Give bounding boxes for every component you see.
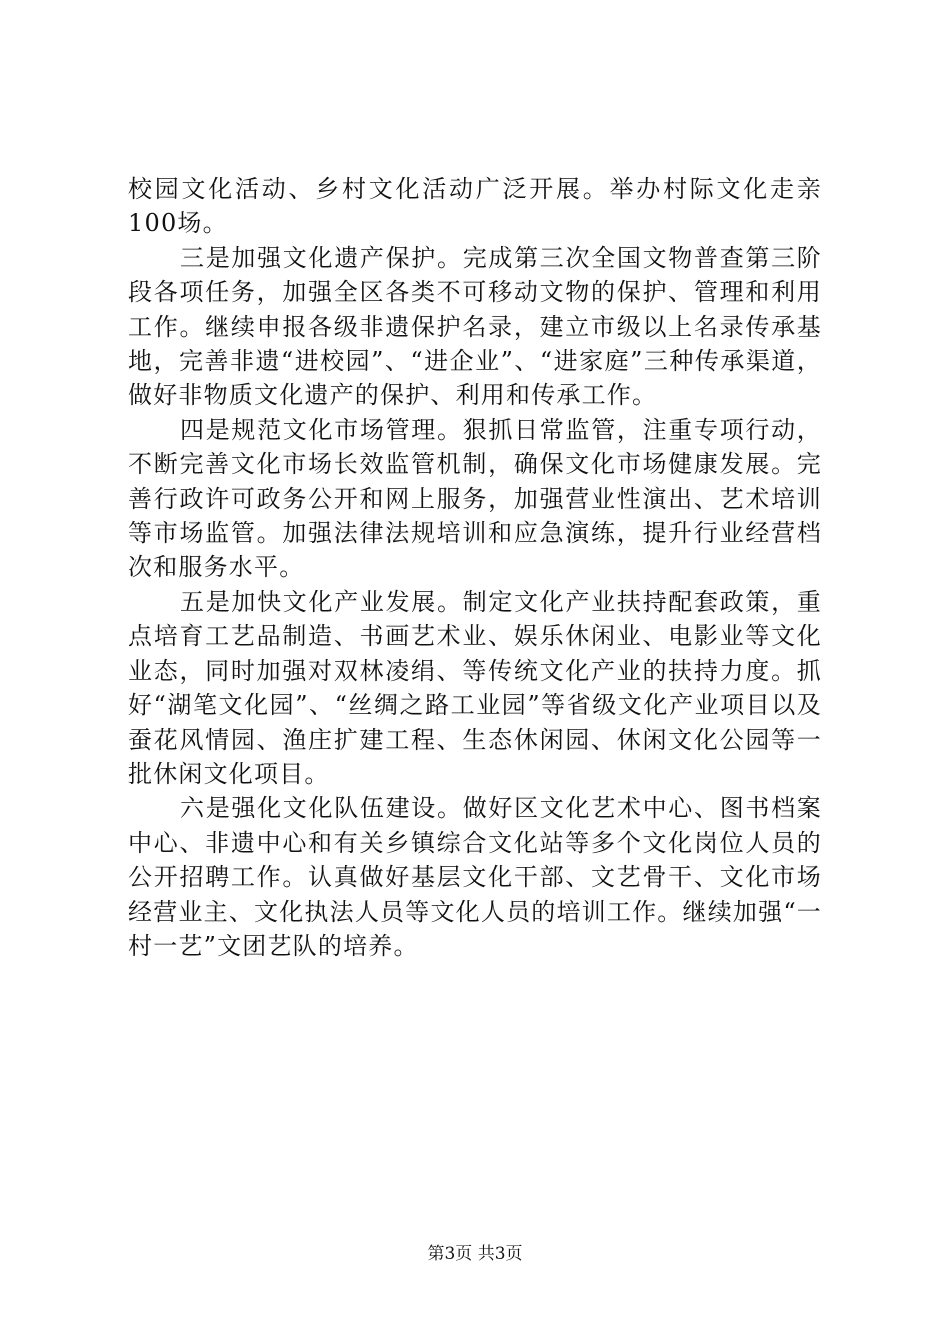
paragraph-industry-development: 五是加快文化产业发展。制定文化产业扶持配套政策，重点培育工艺品制造、书画艺术业、娱乐休闲业、电影业等文化业态，同时加强对双林凌绢、等传统文化产业的扶持力度。抓好“湖笔文化园”、“丝绸之路工业园”等省级文化产业项目以及蚕花风情园、渔庄扩建工程、生态休闲园、休闲文化公园等一批休闲文化项目。 <box>128 587 822 788</box>
document-body <box>128 172 822 963</box>
paragraph-continuation: 校园文化活动、乡村文化活动广泛开展。举办村际文化走亲100场。 <box>128 175 822 238</box>
paragraph-team-building: 六是强化文化队伍建设。做好区文化艺术中心、图书档案中心、非遗中心和有关乡镇综合文化站等多个文化岗位人员的公开招聘工作。认真做好基层文化干部、文艺骨干、文化市场经营业主、文化执法人员等文化人员的培训工作。继续加强“一村一艺”文团艺队的培养。 <box>128 794 822 960</box>
page-footer: 第3页 共3页 <box>427 1244 523 1264</box>
paragraph-heritage-protection: 三是加强文化遗产保护。完成第三次全国文物普查第三阶段各项任务，加强全区各类不可移动文物的保护、管理和利用工作。继续申报各级非遗保护名录，建立市级以上名录传承基地，完善非遗“进校园”、“进企业”、“进家庭”三种传承渠道，做好非物质文化遗产的保护、利用和传承工作。 <box>128 243 822 410</box>
paragraph-market-management: 四是规范文化市场管理。狠抓日常监管，注重专项行动，不断完善文化市场长效监管机制，确保文化市场健康发展。完善行政许可政务公开和网上服务，加强营业性演出、艺术培训等市场监管。加强法律法规培训和应急演练，提升行业经营档次和服务水平。 <box>128 415 822 582</box>
